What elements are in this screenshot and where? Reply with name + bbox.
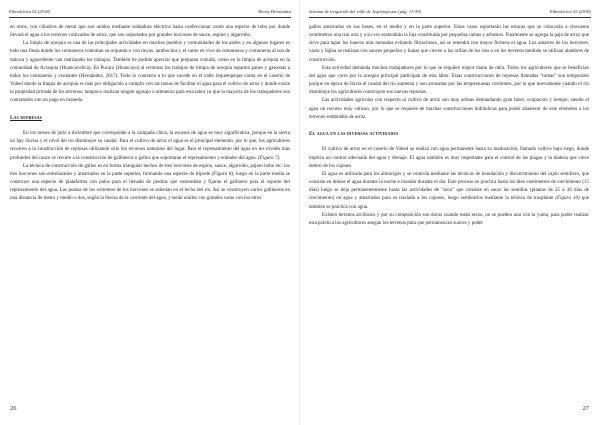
paragraph: gallos amarrados en sus bases, en el medio y en la parte superior. Estas varas soportarán las estacas que se colocarán a cincuenta centímetros una tras otra y a su vez sostendrán la faja constituida por pequeñas ramas y arbustos. Finalmente se agrega la paja de arroz que sirve para tapar los huecos más menudos evitando filtraciones, así se retendrá con mayor firmeza el agua. Los amarres de los horcones, varas y fajina se realizan con sauces pequeños y lianas que crecen a las orillas de los ríos o en los terrenos también se utilizan alambres de construcción. [309,25,589,63]
paragraph: El cultivo de arroz en el caserío de Yubed se realiza con agua permanente hasta su maduración, llamado cultivo bajo riego, donde implica un control adecuado del agua y drenaje. El agua también es muy importante para el control de las plagas y la maleza que crece dentro de los cajones. [309,147,589,169]
paragraph-text: La técnica de construcción de gallos es en forma triangular hechos de tres horcones de espino, sauce, algarrobo, pájaro bobo etc. los tres horcones son entrelazados y amarrados en la parte superior, formando una especie de trípode [10,163,290,177]
page-number: 27 [582,405,589,412]
paragraph [309,171,589,212]
author-name: Henry Hernández [258,9,291,14]
paragraph: La limpia de acequia es una de las principales actividades en muchos pueblos y comunidades de los andes y en algunos lugares es todo una fiesta donde los comuneros contratan su orquesta o con tinyas, tambocitos y el canto en vivo de comuneros y comuneras al son de música y aguardiente van realizando los trabajos. También he podido apreciar que preparan comida, como en la limpia de acequia en la comunidad de Acraquia (Huancavelica). En Pucará (Huancayo) al terminar los trabajos de limpia de acequia reparten panes y gaseosas a todos los comuneros y visitantes (Hernández, 2017). Todo lo contrario a lo que sucede en el valle Jequetepeque como en el caserío de Yubed donde la limpia de acequia es más por obligación a cumplir con las tareas de facilitar el agua para el cultivo de arroz y donde existe la propiedad privada de los terrenos; tampoco realizan ningún agasajo o almuerzo para esta labor ya que la mayoría de los trabajadores son contratados con un pago en moneda. [10,41,290,104]
figure-reference: (Figura 8) [211,171,233,177]
page-body [10,24,290,204]
paragraph-text: En los meses de julio a diciembre que corresponde a la campaña chica, la escasez de agua es muy significativa, porque en la sierra no hay lluvias y el nivel del río disminuye su caudal. Para el cultivo de arroz el agua es el principal elemento, por lo que, los agricultores recurren a la construcción de represas utilizando sólo los recursos naturales del lugar. Para el represamiento del agua en los niveles más profundos del cauce se recurre a la construcción de gallineros o gallos que soportaran el represamiento y embalse del agua. [10,131,290,161]
running-header [9,6,291,18]
figure-reference: (Figura 10) [555,196,580,202]
running-header [309,6,591,18]
section-heading: Las represas [10,114,42,121]
journal-title: Ethnolórica 02 (2018) [9,9,51,14]
article-title: Sistema de irrigación del valle de Jequetepeque (pág. 13-30) [309,9,422,14]
paragraph: en otros, con cilindros de metal que son unidos mediante soldadura eléctrica hasta confeccionar como una especie de tubo por donde llevará el agua a los terrenos cultivados de arroz, que son soportados por grandes horcones de sauce, espino y algarrobo. [10,25,290,39]
paragraph [10,163,290,204]
paragraph: Esta actividad demanda muchos trabajadores por lo que se requiere mayor mano de obra. Todos los agricultores que se benefician del agua que corre por la acequia principal participan de esta labor. Estas construcciones de represas llamadas "tomas" son temporales porque en época de lluvia el caudal del río aumenta y son arrasadas por las tempestuosas corrientes, por lo que nuevamente cuando el río disminuye los agricultores construyen sus nuevas represas. [309,65,589,96]
figure-reference: (Figura 7). [258,155,281,161]
paragraph: Las actividades agrícolas con respecto al cultivo de arroz son muy arduas demandando gran labor, ocupación y tiempo; siendo el agua un recurso muy valioso, por lo que se requiere de muchas construcciones hidráulicas para poder abastecer de este elemento a los terrenos sembrados de arroz. [309,98,589,120]
paragraph: Existen terrenos arcillosos y por su composición son duros cuando están secos, no se pueden arar con la yunta, para poder realizar esta práctica los agricultores anegan los terrenos para que permanezcan suaves y poder [309,212,589,226]
paragraph-text: , luego en la parte media se construye una especie de plataforma con palos para el llenado de piedras que sostendrán y fijaran el gallinero para el soporte del represamiento del agua. Las puntas de los extremos de los horcones se asientan en el lecho del río. Así se construyen varios gallineros en una distancia de metro y medio o dos, según la fuerza de la corriente del agua, y serán unidos con grandes varas con los otros [10,171,290,202]
journal-title: Ethnolórica 02 (2018) [549,9,591,14]
page-number: 26 [10,405,17,412]
paragraph-text: que también se practica con agua. [309,196,589,210]
paragraph [10,130,290,163]
paragraph-text: El agua es utilizada para los almácigos y se controla mediante las técnicas de inundación y discurrimiento del cajón semillero, que consiste en drenar el agua durante la noche e inundar durante el día. Este proceso se practica hasta los diez centímetros de crecimiento (15 días) luego se deja permanentemente hasta las actividades de "saca" que consiste en sacar las semillas (plantas de 25 a 30 días de crecimiento) en agua y amarrados para su traslado a los cajones, luego sembrarlos mediante la técnica de trasplante [309,171,589,202]
right-page [300,0,600,425]
page-body [309,24,589,228]
section-heading: El agua en las diversas actividades [309,131,399,138]
